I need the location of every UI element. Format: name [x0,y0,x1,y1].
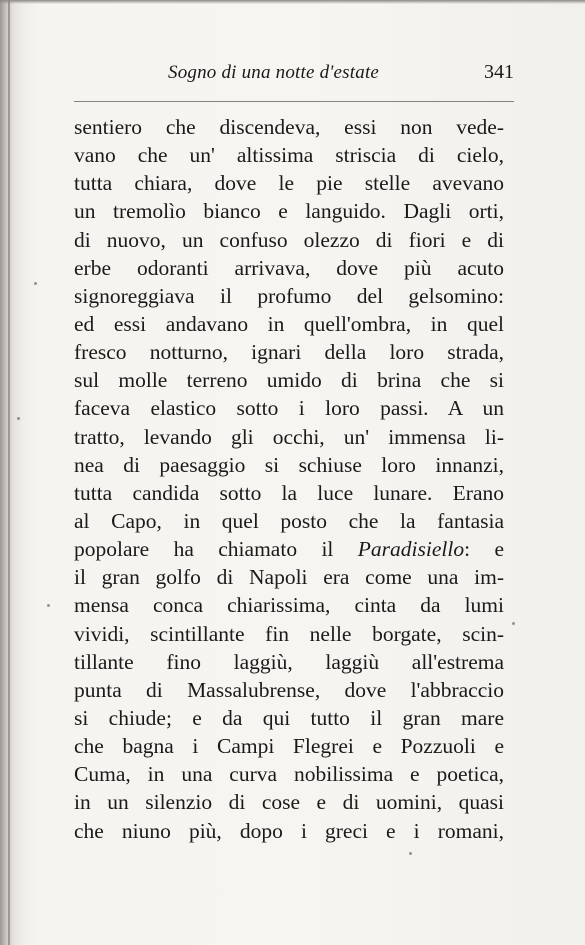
text-line: fresco notturno, ignari della loro strada, [74,340,504,365]
paper-speck [47,604,50,607]
text-line: un tremolìo bianco e languido. Dagli orti, [74,199,504,224]
binding-gutter [0,0,22,945]
text-line: sul molle terreno umido di brina che si [74,368,504,393]
text-line: tillante fino laggiù, laggiù all'estrema [74,649,504,674]
text-line: al Capo, in quel posto che la fantasia [74,508,504,533]
running-title: Sogno di una notte d'estate [168,62,380,83]
text-line: il gran golfo di Napoli era come una im- [74,565,504,590]
body-text [74,113,504,845]
paper-speck [512,622,515,625]
text-line: che niuno più, dopo i greci e i romani, [74,818,504,843]
header-rule [74,101,514,102]
text-line-with-italic [74,535,504,563]
text-line: si chiude; e da qui tutto il gran mare [74,705,504,730]
paper-speck [17,417,20,420]
binding-edge-line [8,0,10,945]
text-line: che bagna i Campi Flegrei e Pozzuoli e [74,734,504,759]
text-line: vano che un' altissima striscia di cielo, [74,143,504,168]
text-line: tratto, levando gli occhi, un' immensa li- [74,424,504,449]
text-line: nea di paesaggio si schiuse loro innanzi, [74,452,504,477]
text-line: ed essi andavano in quell'ombra, in quel [74,311,504,336]
text-line: in un silenzio di cose e di uomini, quasi [74,790,504,815]
italic-place-name: Paradisiello [357,537,465,562]
text-line: punta di Massalubrense, dove l'abbraccio [74,677,504,702]
text-line: signoreggiava il profumo del gelsomino: [74,283,504,308]
paper-speck [409,852,412,855]
text-line: Cuma, in una curva nobilissima e poetica, [74,762,504,787]
page-top-edge [0,0,585,4]
page-header [60,58,522,88]
text-fragment: popolare ha chiamato il Paradisiello: e [74,537,504,562]
page-number: 341 [484,61,514,83]
paper-speck [34,282,37,285]
text-line: mensa conca chiarissima, cinta da lumi [74,593,504,618]
text-line: sentiero che discendeva, essi non vede- [74,115,504,139]
text-line: di nuovo, un confuso olezzo di fiori e di [74,227,504,252]
text-line: erbe odoranti arrivava, dove più acuto [74,255,504,280]
text-line: faceva elastico sotto i loro passi. A un [74,396,504,421]
text-line: vividi, scintillante fin nelle borgate, scin- [74,621,504,646]
text-line: tutta candida sotto la luce lunare. Erano [74,480,504,505]
text-line: tutta chiara, dove le pie stelle avevano [74,171,504,196]
